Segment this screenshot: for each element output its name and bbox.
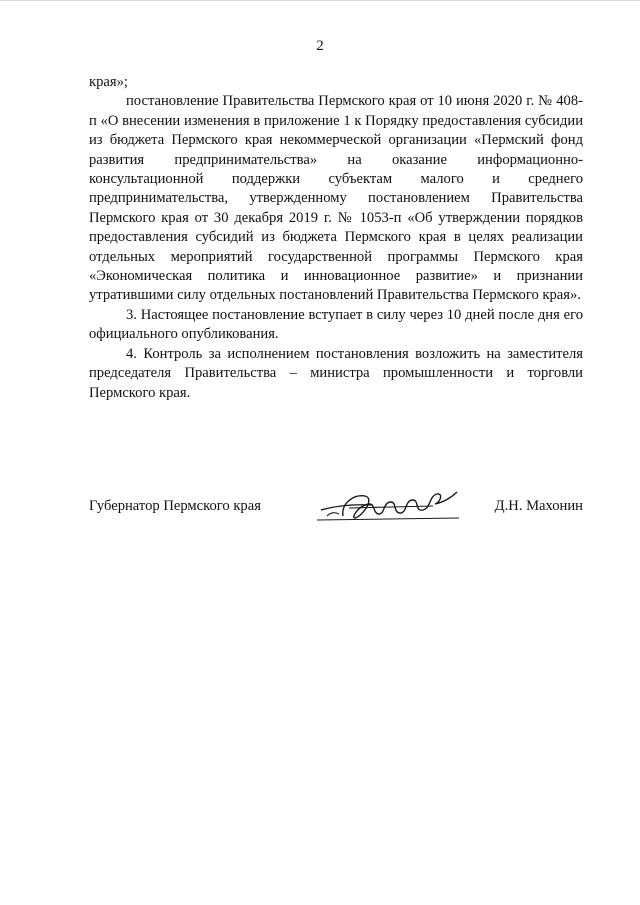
handwritten-signature — [313, 486, 463, 528]
signature-block — [89, 498, 583, 528]
paragraph-control: 4. Контроль за исполнением постановления возложить на заместителя председателя Правительства – министра промышленности и торговли Пермского края. — [89, 345, 583, 401]
paragraph-resolution-408p: постановление Правительства Пермского края от 10 июня 2020 г. № 408-п «О внесении изменения в приложение 1 к Порядку предоставления субсидии из бюджета Пермского края некоммерческой организации «Пермский фонд развития предпринимательства» на оказание информационно-консультационной поддержки субъектам малого и среднего предпринимательства, утвержденному постановлением Правительства Пермского края от 30 декабря 2019 г. № 1053-п «Об утверждении порядков предоставления субсидий из бюджета Пермского края в целях реализации отдельных мероприятий государственной программы Пермского края «Экономическая политика и инновационное развитие» и признании утратившими силу отдельных постановлений Правительства Пермского края». — [89, 93, 583, 304]
paragraph-effective-date: 3. Настоящее постановление вступает в силу через 10 дней после дня его официального опубликования. — [89, 306, 583, 343]
page-number: 2 — [316, 38, 324, 54]
signatory-name: Д.Н. Махонин — [494, 498, 583, 514]
page-top-edge — [0, 0, 640, 1]
paragraph-continuation: края»; — [89, 74, 128, 90]
signatory-title: Губернатор Пермского края — [89, 498, 261, 514]
document-body — [89, 73, 583, 403]
